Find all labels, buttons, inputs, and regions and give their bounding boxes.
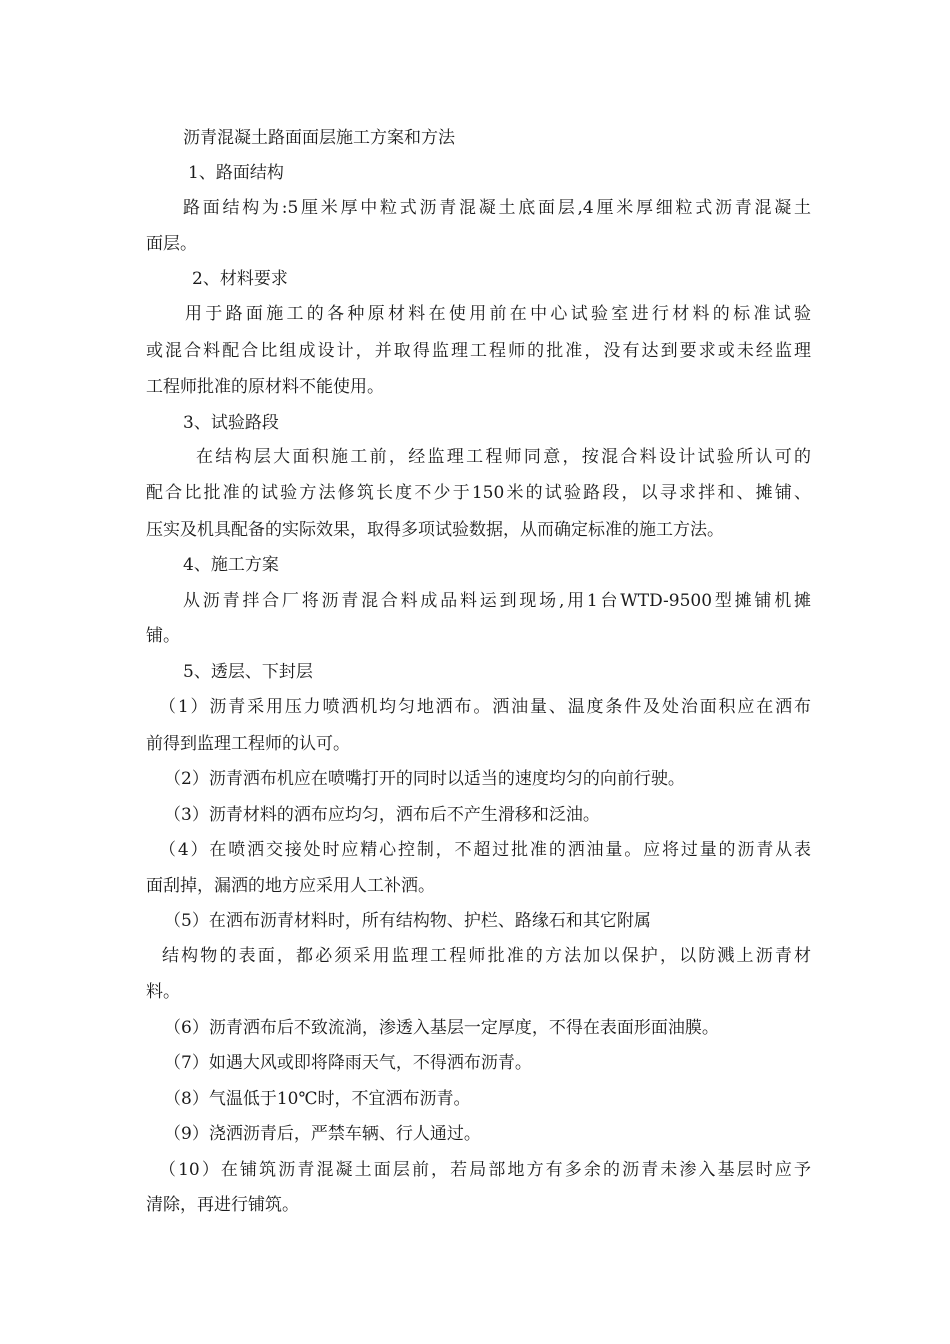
section-heading-4: 4、施工方案: [183, 555, 279, 575]
paragraph-line: （2）沥青洒布机应在喷嘴打开的同时以适当的速度均匀的向前行驶。: [164, 769, 685, 789]
paragraph-line: 清除，再进行铺筑。: [146, 1195, 299, 1215]
paragraph-line: 在结构层大面积施工前，经监理工程师同意，按混合料设计试验所认可的: [196, 447, 811, 467]
paragraph-line: 或混合料配合比组成设计，并取得监理工程师的批准，没有达到要求或未经监理: [146, 341, 811, 361]
paragraph-line: 用于路面施工的各种原材料在使用前在中心试验室进行材料的标准试验: [185, 304, 811, 324]
paragraph-line: （8）气温低于10℃时，不宜洒布沥青。: [164, 1089, 471, 1109]
paragraph-line: （1）沥青采用压力喷洒机均匀地洒布。洒油量、温度条件及处治面积应在洒布: [159, 697, 811, 717]
paragraph-line: 前得到监理工程师的认可。: [146, 734, 350, 754]
paragraph-line: 压实及机具配备的实际效果，取得多项试验数据，从而确定标准的施工方法。: [146, 520, 724, 540]
paragraph-line: （9）浇洒沥青后，严禁车辆、行人通过。: [164, 1124, 481, 1144]
paragraph-line: （7）如遇大风或即将降雨天气，不得洒布沥青。: [164, 1053, 532, 1073]
paragraph-line: 从沥青拌合厂将沥青混合料成品料运到现场,用1台WTD-9500型摊铺机摊: [183, 591, 811, 611]
section-heading-5: 5、透层、下封层: [183, 662, 313, 682]
paragraph-line: （10）在铺筑沥青混凝土面层前，若局部地方有多余的沥青未渗入基层时应予: [159, 1160, 811, 1180]
paragraph-line: 面刮掉，漏洒的地方应采用人工补洒。: [146, 876, 435, 896]
paragraph-line: 配合比批准的试验方法修筑长度不少于150米的试验路段，以寻求拌和、摊铺、: [146, 483, 811, 503]
section-heading-3: 3、试验路段: [183, 413, 279, 433]
paragraph-line: 料。: [146, 982, 180, 1002]
document-title: 沥青混凝土路面面层施工方案和方法: [183, 128, 455, 148]
section-heading-1: 1、路面结构: [188, 163, 284, 183]
paragraph-line: 工程师批准的原材料不能使用。: [146, 377, 384, 397]
paragraph-line: 路面结构为:5厘米厚中粒式沥青混凝土底面层,4厘米厚细粒式沥青混凝土: [183, 198, 811, 218]
paragraph-line: 结构物的表面，都必须采用监理工程师批准的方法加以保护，以防溅上沥青材: [162, 946, 811, 966]
paragraph-line: 面层。: [146, 234, 197, 254]
paragraph-line: （4）在喷洒交接处时应精心控制，不超过批准的洒油量。应将过量的沥青从表: [159, 840, 811, 860]
paragraph-line: （6）沥青洒布后不致流淌，渗透入基层一定厚度，不得在表面形面油膜。: [164, 1018, 719, 1038]
paragraph-line: （5）在洒布沥青材料时，所有结构物、护栏、路缘石和其它附属: [164, 911, 651, 931]
paragraph-line: 铺。: [146, 626, 180, 646]
section-heading-2: 2、材料要求: [192, 269, 288, 289]
paragraph-line: （3）沥青材料的洒布应均匀，洒布后不产生滑移和泛油。: [164, 805, 600, 825]
